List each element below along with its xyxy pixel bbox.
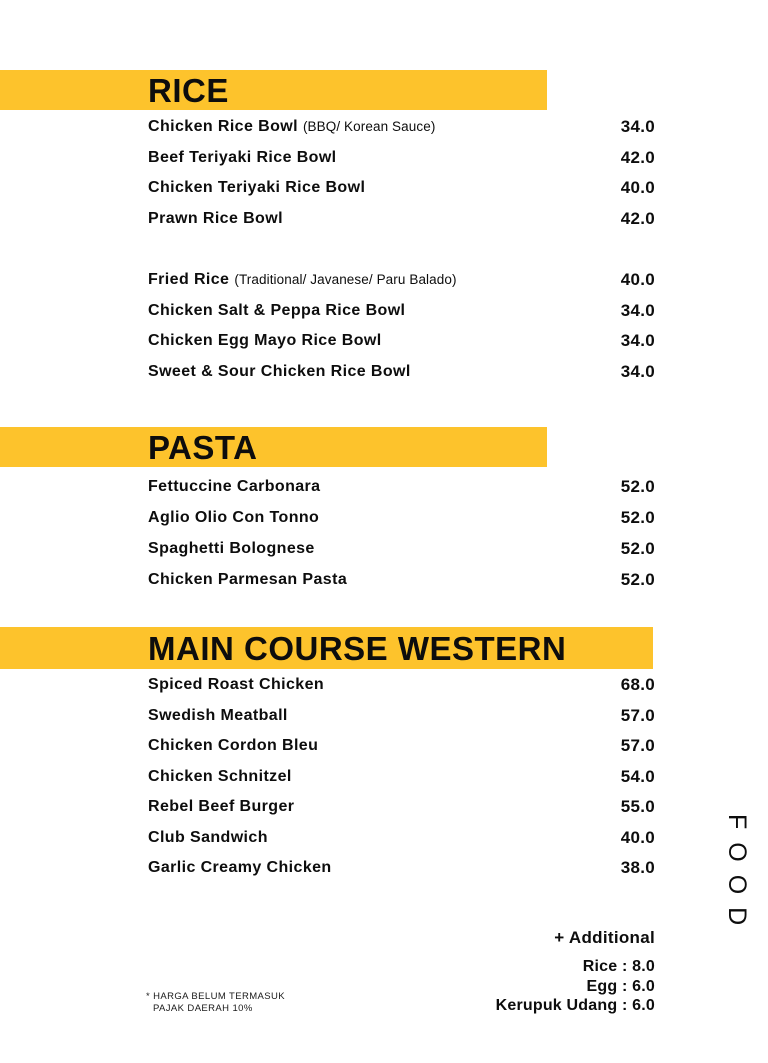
rice-header-bar <box>0 70 547 110</box>
item-title: Sweet & Sour Chicken Rice Bowl <box>148 362 411 380</box>
item-title: Aglio Olio Con Tonno <box>148 508 320 526</box>
item-price: 52.0 <box>620 507 655 527</box>
additional-block <box>496 928 655 1016</box>
additional-heading: + Additional <box>554 928 655 947</box>
item-price: 52.0 <box>620 538 655 558</box>
pasta-section-title: PASTA <box>148 428 258 466</box>
item-name <box>148 829 268 847</box>
item-title: Spaghetti Bolognese <box>148 539 315 557</box>
menu-item-fettuccine <box>148 471 655 502</box>
item-name <box>148 118 435 136</box>
item-title: Prawn Rice Bowl <box>148 209 283 227</box>
rice-group-spacer <box>148 234 655 265</box>
item-name <box>148 179 365 197</box>
item-price: 57.0 <box>620 705 655 725</box>
menu-item-aglio-olio <box>148 502 655 533</box>
additional-rice: Rice : 8.0 <box>582 958 655 975</box>
item-name <box>148 363 411 381</box>
item-price: 52.0 <box>620 476 655 496</box>
main-course-items-list <box>148 670 655 884</box>
additional-egg: Egg : 6.0 <box>586 977 655 995</box>
menu-item-schnitzel <box>148 762 655 793</box>
item-price: 42.0 <box>620 208 655 228</box>
menu-item-swedish-meatball <box>148 701 655 732</box>
item-title: Beef Teriyaki Rice Bowl <box>148 148 337 166</box>
item-price: 38.0 <box>620 858 655 878</box>
item-price: 55.0 <box>620 797 655 817</box>
item-title: Chicken Salt & Peppa Rice Bowl <box>148 301 406 319</box>
menu-item-chicken-rice-bowl <box>148 112 655 143</box>
item-name <box>148 737 318 755</box>
additional-kerupuk-udang: Kerupuk Udang : 6.0 <box>495 997 655 1014</box>
item-name <box>148 676 324 694</box>
item-name <box>148 149 337 167</box>
item-title: Rebel Beef Burger <box>148 798 295 816</box>
menu-item-cordon-bleu <box>148 731 655 762</box>
item-title: Club Sandwich <box>148 828 268 846</box>
item-price: 52.0 <box>620 569 655 589</box>
item-name <box>148 859 332 877</box>
tax-footnote <box>146 991 285 1014</box>
item-price: 34.0 <box>620 300 655 320</box>
item-name <box>148 302 405 320</box>
item-title: Chicken Schnitzel <box>148 767 292 785</box>
item-title: Chicken Cordon Bleu <box>148 737 319 755</box>
menu-item-rebel-beef-burger <box>148 792 655 823</box>
item-title: Swedish Meatball <box>148 706 288 724</box>
item-name <box>148 210 283 228</box>
item-price: 40.0 <box>620 827 655 847</box>
item-name <box>148 571 347 589</box>
item-name <box>148 707 288 725</box>
item-name <box>148 332 382 350</box>
rice-items-list <box>148 112 655 387</box>
item-name <box>148 478 320 496</box>
menu-item-spaghetti-bolognese <box>148 533 655 564</box>
main-course-section-title: MAIN COURSE WESTERN <box>148 629 567 667</box>
tax-footnote-line1: * HARGA BELUM TERMASUK <box>146 991 286 1002</box>
item-price: 57.0 <box>620 736 655 756</box>
item-price: 34.0 <box>620 361 655 381</box>
menu-item-beef-teriyaki <box>148 143 655 174</box>
item-title: Garlic Creamy Chicken <box>148 859 332 877</box>
item-title: Chicken Parmesan Pasta <box>148 570 348 588</box>
item-name <box>148 540 315 558</box>
item-price: 40.0 <box>620 270 655 290</box>
item-title: Fried Rice <box>148 271 230 289</box>
item-title: Chicken Egg Mayo Rice Bowl <box>148 332 382 350</box>
item-title: Fettuccine Carbonara <box>148 477 321 495</box>
main-course-header-bar <box>0 627 653 669</box>
item-price: 54.0 <box>620 766 655 786</box>
item-title: Chicken Teriyaki Rice Bowl <box>148 179 366 197</box>
menu-item-chicken-teriyaki <box>148 173 655 204</box>
menu-item-prawn-rice-bowl <box>148 204 655 235</box>
item-name <box>148 768 292 786</box>
menu-item-chicken-parmesan <box>148 564 655 595</box>
rice-section-title: RICE <box>148 71 229 109</box>
item-price: 68.0 <box>620 675 655 695</box>
item-name <box>148 798 294 816</box>
item-name <box>148 509 319 527</box>
menu-item-club-sandwich <box>148 823 655 854</box>
item-note: (Traditional/ Javanese/ Paru Balado) <box>234 272 457 288</box>
item-price: 34.0 <box>620 117 655 137</box>
food-side-label: FOOD <box>723 814 751 939</box>
item-price: 34.0 <box>620 331 655 351</box>
pasta-header-bar <box>0 427 547 467</box>
item-note: (BBQ/ Korean Sauce) <box>302 119 436 135</box>
item-title: Spiced Roast Chicken <box>148 676 325 694</box>
item-price: 42.0 <box>620 147 655 167</box>
menu-item-fried-rice <box>148 265 655 296</box>
item-price: 40.0 <box>620 178 655 198</box>
menu-item-spiced-roast-chicken <box>148 670 655 701</box>
menu-item-egg-mayo <box>148 326 655 357</box>
item-title: Chicken Rice Bowl <box>148 118 298 136</box>
menu-item-garlic-creamy-chicken <box>148 853 655 884</box>
menu-item-sweet-sour <box>148 357 655 388</box>
item-name <box>148 271 457 289</box>
menu-item-salt-peppa <box>148 296 655 327</box>
pasta-items-list <box>148 471 655 595</box>
tax-footnote-line2: PAJAK DAERAH 10% <box>153 1002 253 1014</box>
